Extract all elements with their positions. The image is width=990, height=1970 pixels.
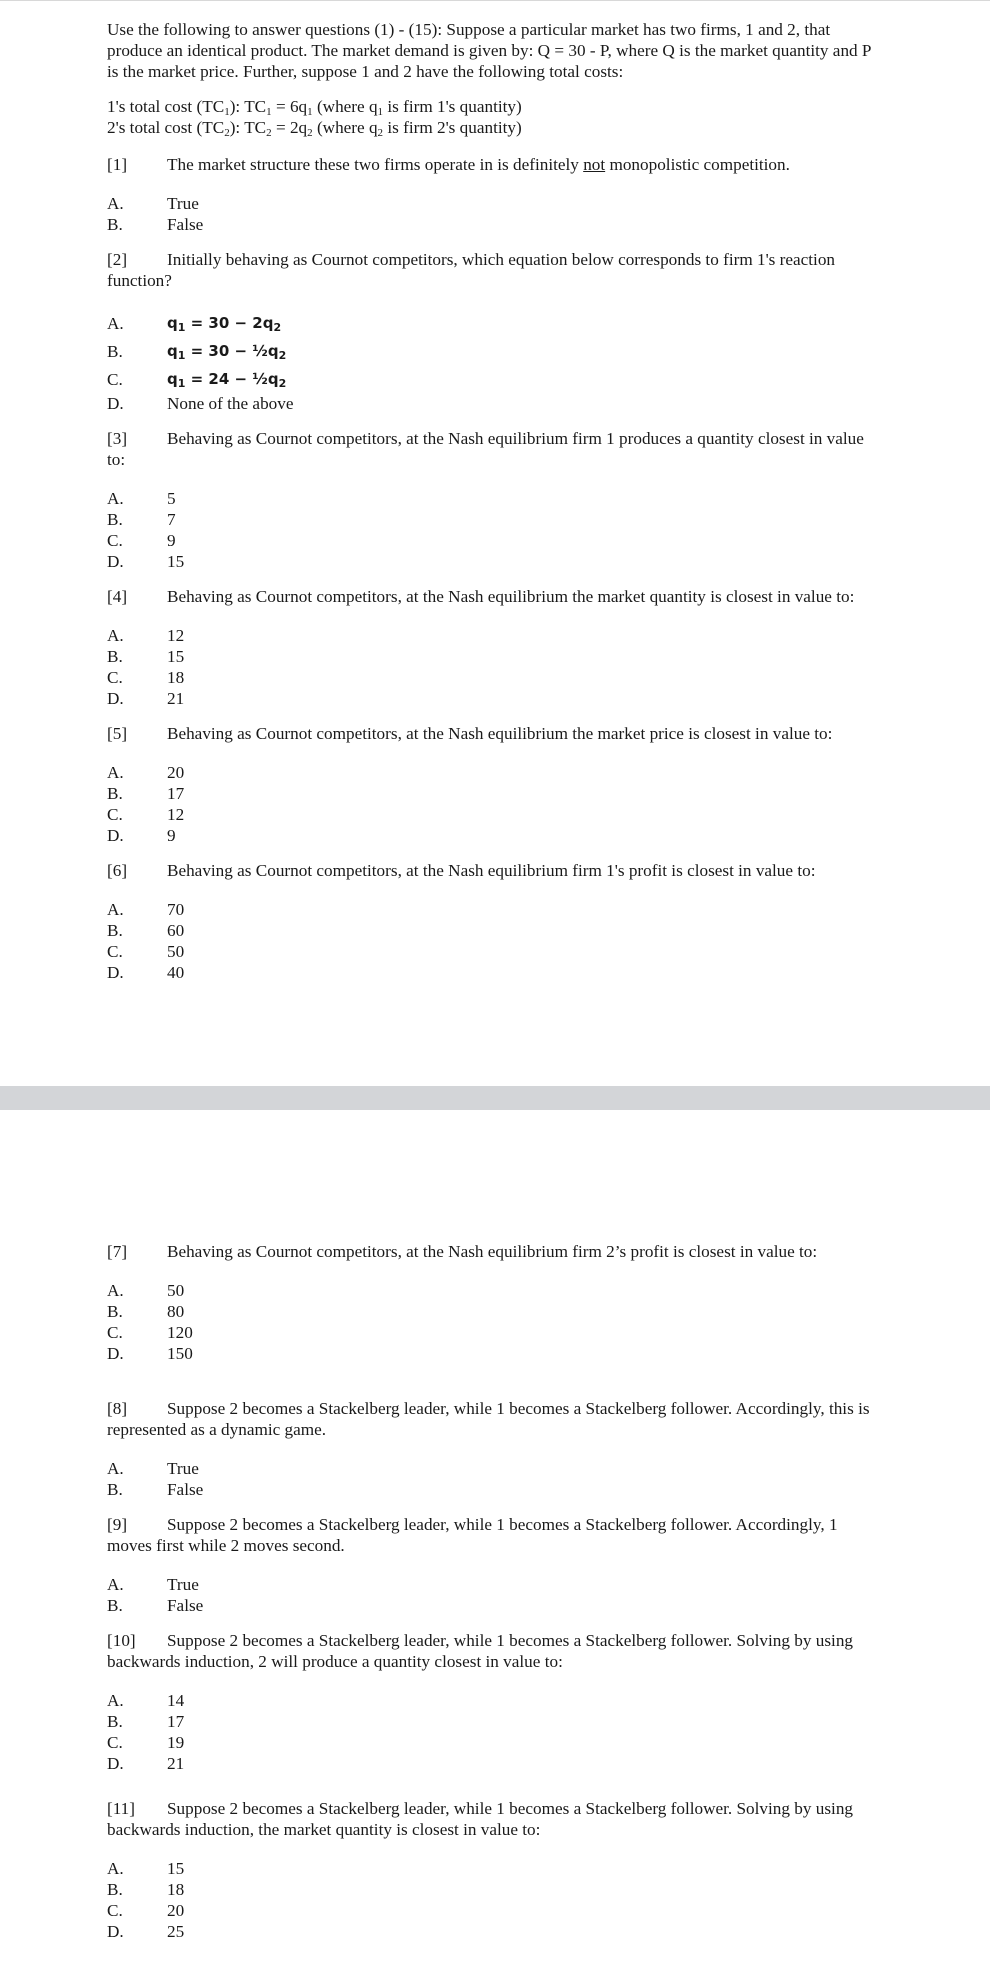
option-d[interactable]: D. 150 <box>107 1344 193 1363</box>
option-a[interactable]: A. 14 <box>107 1691 185 1710</box>
question-8-options <box>107 1458 877 1500</box>
option-d[interactable]: D. 21 <box>107 1754 185 1773</box>
option-d[interactable]: D. None of the above <box>107 394 294 413</box>
option-d[interactable]: D. 21 <box>107 689 185 708</box>
option-c[interactable]: C. 19 <box>107 1733 185 1752</box>
firm1-cost: 1's total cost $(TC_1)$: $TC_1 = 6q_1$ (where $q_1$ is firm 1's quantity) <box>107 97 522 118</box>
question-9-options <box>107 1574 877 1616</box>
question-10-options <box>107 1690 877 1774</box>
option-c[interactable]: C. 50 <box>107 942 185 961</box>
page-1-content <box>107 19 877 997</box>
question-4: [4] Behaving as Cournot competitors, at the Nash equilibrium the market quantity is closest in value to: <box>107 587 855 606</box>
question-1: [1] The market structure these two firms operate in is definitely not monopolistic competition. <box>107 155 790 174</box>
option-b[interactable]: B. False <box>107 1596 204 1615</box>
option-a[interactable]: A. True <box>107 1575 199 1594</box>
question-11-options <box>107 1858 877 1942</box>
option-a[interactable]: A. $q_1 = 30 - 2q_2$ <box>107 313 282 334</box>
question-5-options <box>107 762 877 846</box>
option-b[interactable]: B. 7 <box>107 510 176 529</box>
option-b[interactable]: B. False <box>107 215 204 234</box>
question-5: [5] Behaving as Cournot competitors, at the Nash equilibrium the market price is closest in value to: <box>107 724 833 743</box>
option-b[interactable]: B. $q_1 = 30$ − $\frac{1}{2}q_2$ <box>107 341 287 362</box>
question-6-options <box>107 899 877 983</box>
option-b[interactable]: B. 15 <box>107 647 185 666</box>
option-a[interactable]: A. True <box>107 194 199 213</box>
option-b[interactable]: B. False <box>107 1480 204 1499</box>
option-b[interactable]: B. 17 <box>107 1712 185 1731</box>
option-c[interactable]: C. 12 <box>107 805 185 824</box>
question-10: [10] Suppose 2 becomes a Stackelberg leader, while 1 becomes a Stackelberg follower. Solving by using backwards induction, 2 will produce a quantity closest in value to: <box>107 1631 854 1671</box>
option-b[interactable]: B. 60 <box>107 921 185 940</box>
option-a[interactable]: A. True <box>107 1459 199 1478</box>
option-a[interactable]: A. 50 <box>107 1281 185 1300</box>
option-a[interactable]: A. 15 <box>107 1859 185 1878</box>
page-separator <box>0 1086 990 1110</box>
option-a[interactable]: A. 70 <box>107 900 185 919</box>
option-c[interactable]: C. $q_1 = 24$ − $\frac{1}{2}q_2$ <box>107 369 287 390</box>
question-1-options <box>107 193 877 235</box>
option-a[interactable]: A. 12 <box>107 626 185 645</box>
option-a[interactable]: A. 5 <box>107 489 176 508</box>
option-c[interactable]: C. 120 <box>107 1323 193 1342</box>
question-4-options <box>107 625 877 709</box>
option-b[interactable]: B. 17 <box>107 784 185 803</box>
question-2: [2] Initially behaving as Cournot competitors, which equation below corresponds to firm 1's reaction function? <box>107 250 836 290</box>
option-b[interactable]: B. 18 <box>107 1880 185 1899</box>
question-6: [6] Behaving as Cournot competitors, at the Nash equilibrium firm 1's profit is closest in value to: <box>107 861 816 880</box>
question-7: [7] Behaving as Cournot competitors, at the Nash equilibrium firm 2’s profit is closest in value to: <box>107 1242 818 1261</box>
question-8: [8] Suppose 2 becomes a Stackelberg leader, while 1 becomes a Stackelberg follower. Accordingly, this is represented as a dynamic game. <box>107 1399 870 1439</box>
firm2-cost: 2's total cost $(TC_2)$: $TC_2 = 2q_2$ (where $q_2$ is firm 2's quantity) <box>107 118 522 139</box>
option-d[interactable]: D. 15 <box>107 552 185 571</box>
question-3: [3] Behaving as Cournot competitors, at the Nash equilibrium firm 1 produces a quantity closest in value to: <box>107 429 864 469</box>
option-c[interactable]: C. 20 <box>107 1901 185 1920</box>
option-a[interactable]: A. 20 <box>107 763 185 782</box>
option-d[interactable]: D. 40 <box>107 963 185 982</box>
option-c[interactable]: C. 9 <box>107 531 176 550</box>
page-2-content <box>107 1227 877 1956</box>
option-d[interactable]: D. 25 <box>107 1922 185 1941</box>
option-b[interactable]: B. 80 <box>107 1302 185 1321</box>
intro-paragraph: Use the following to answer questions (1) - (15): Suppose a particular market has two firms, 1 and 2, that produce an identical product. The market demand is given by: Q = 30 - P, where Q is the market quantity and P is the market price. Further, suppose 1 and 2 have the following total costs: <box>107 20 871 81</box>
page-2 <box>0 1110 990 1970</box>
question-3-options <box>107 488 877 572</box>
option-d[interactable]: D. 9 <box>107 826 176 845</box>
question-2-options <box>107 309 877 414</box>
question-7-options <box>107 1280 877 1364</box>
question-11: [11] Suppose 2 becomes a Stackelberg leader, while 1 becomes a Stackelberg follower. Solving by using backwards induction, the market quantity is closest in value to: <box>107 1799 854 1839</box>
question-9: [9] Suppose 2 becomes a Stackelberg leader, while 1 becomes a Stackelberg follower. Accordingly, 1 moves first while 2 moves second. <box>107 1515 838 1555</box>
option-c[interactable]: C. 18 <box>107 668 185 687</box>
cost-functions <box>107 96 877 138</box>
